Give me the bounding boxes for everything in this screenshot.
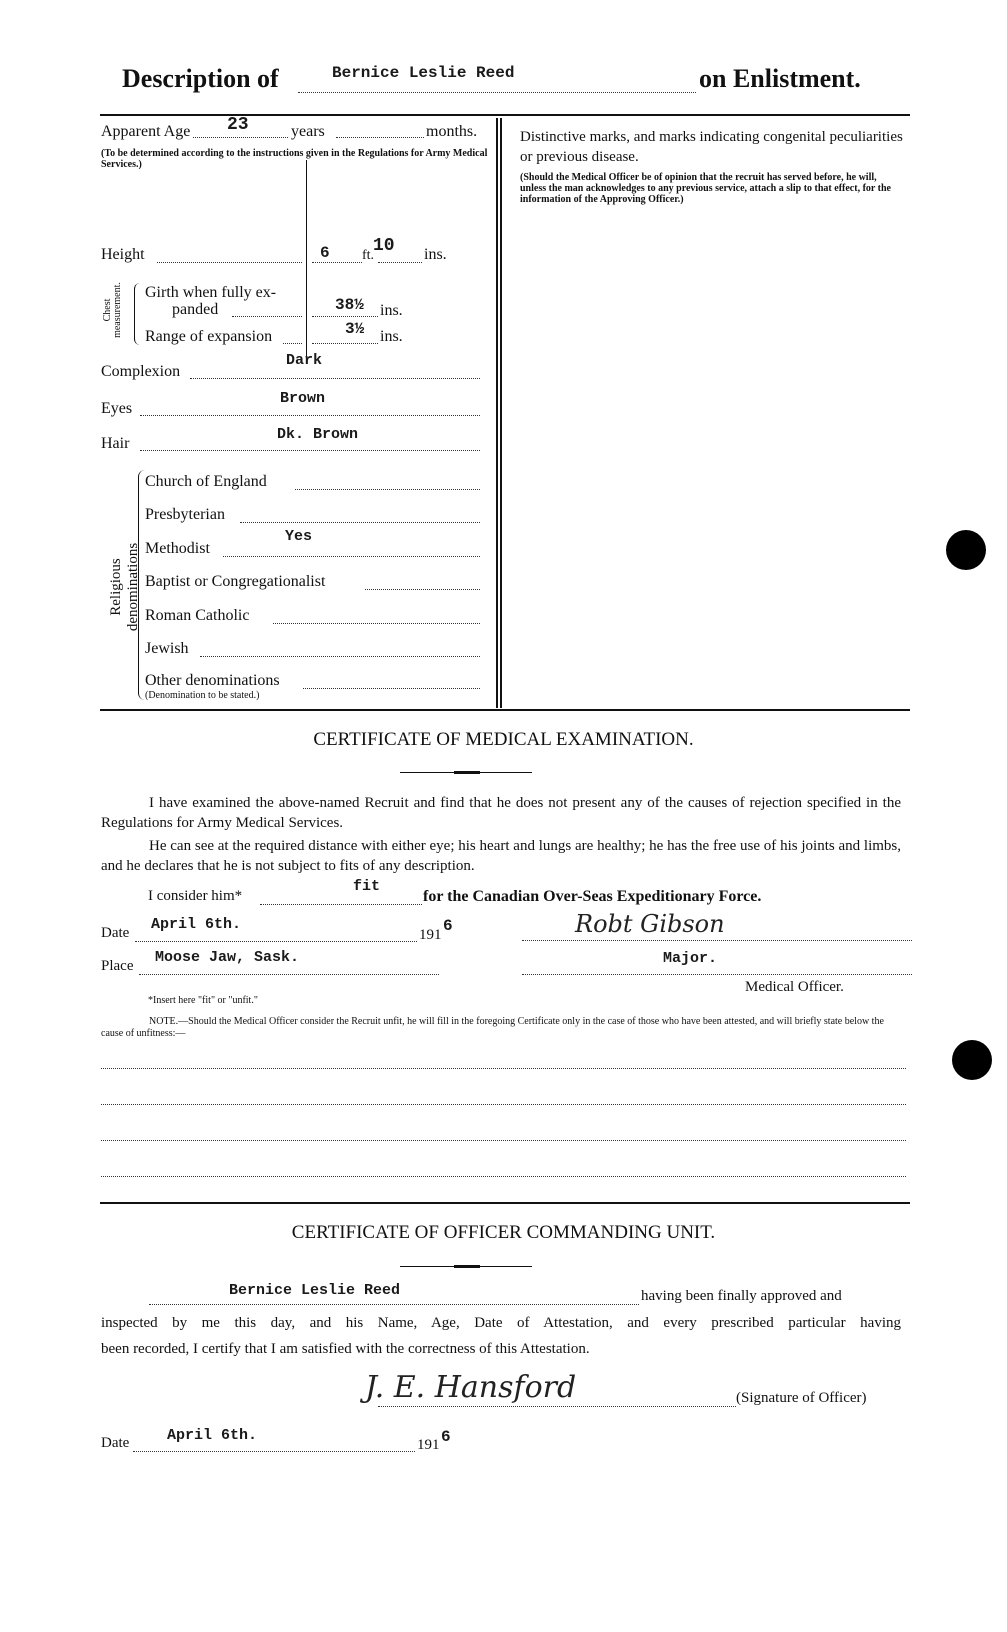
commanding-date-line <box>133 1451 415 1452</box>
unfit-note: NOTE.—Should the Medical Officer consider the Recruit unfit, he will fill in the foregoing Certificate only in the case of those who have been attested, and will briefly state below the cause of unfitness:— <box>101 1016 884 1039</box>
range-unit: ins. <box>380 328 403 345</box>
girth-label-2: panded <box>172 301 219 318</box>
section-rule-commanding <box>100 1202 910 1204</box>
religion-line-presbyterian <box>240 522 480 523</box>
commanding-date-value: April 6th. <box>167 1427 258 1444</box>
consider-value: fit <box>353 878 381 895</box>
medical-place-value: Moose Jaw, Sask. <box>155 949 300 966</box>
girth-label-line <box>232 316 302 317</box>
height-label: Height <box>101 246 145 263</box>
medical-date-value: April 6th. <box>151 916 242 933</box>
complexion-line <box>190 378 480 379</box>
girth-unit: ins. <box>380 302 403 319</box>
girth-value-line <box>312 316 378 317</box>
chest-group-label: Chest measurement. <box>102 282 123 338</box>
recruit-name-line <box>298 92 696 93</box>
medical-date-row <box>101 916 491 943</box>
age-years-line <box>193 137 288 138</box>
hair-value: Dk. Brown <box>277 426 359 443</box>
values-column-divider <box>306 160 307 360</box>
religion-line-jewish <box>200 656 480 657</box>
medical-paragraph-2: He can see at the required distance with either eye; his heart and lungs are healthy; he has the free use of his joints and limbs, and he declares that he is not subject to fits of any description. <box>101 838 901 874</box>
medical-year-prefix: 191 <box>419 927 442 943</box>
hair-line <box>140 450 480 451</box>
height-ft-value: 6 <box>320 244 330 262</box>
consider-row <box>148 878 908 905</box>
commanding-name-value: Bernice Leslie Reed <box>229 1282 401 1299</box>
document-header <box>122 62 882 102</box>
age-row <box>101 115 493 141</box>
medical-signature: Robt Gibson <box>575 910 725 938</box>
eyes-line <box>140 415 480 416</box>
main-column-divider-2 <box>500 118 502 708</box>
unfitness-line-1 <box>101 1068 906 1069</box>
commanding-line-2: inspected by me this day, and his Name, Age, Date of Attestation, and every prescribed particular having <box>101 1315 901 1331</box>
religion-item-presbyterian: Presbyterian <box>145 506 225 523</box>
commanding-signature: J. E. Hansford <box>365 1370 577 1405</box>
religion-other-note: (Denomination to be stated.) <box>145 690 260 701</box>
insert-note: *Insert here "fit" or "unfit." <box>148 995 258 1006</box>
consider-prefix: I consider him* <box>148 888 243 904</box>
commanding-name-line <box>149 1304 639 1305</box>
height-ft-line <box>312 262 362 263</box>
medical-place-label: Place <box>101 958 134 974</box>
religion-group-label-1: Religious <box>108 558 124 616</box>
complexion-value: Dark <box>286 352 323 369</box>
girth-label-1: Girth when fully ex- <box>145 284 277 301</box>
range-value: 3½ <box>345 320 365 338</box>
age-label: Apparent Age <box>101 123 191 140</box>
religion-line-roman-catholic <box>273 623 480 624</box>
medical-paragraph-1: I have examined the above-named Recruit and find that he does not present any of the causes of rejection specified in the Regulations for Army Medical Services. <box>101 795 901 831</box>
religion-item-church-of-england: Church of England <box>145 473 267 490</box>
commanding-date-label: Date <box>101 1435 130 1451</box>
religion-line-methodist <box>223 556 480 557</box>
range-label: Range of expansion <box>145 328 273 345</box>
recruit-name-value: Bernice Leslie Reed <box>332 64 515 82</box>
religion-item-jewish: Jewish <box>145 640 189 657</box>
commanding-line-1-suffix: having been finally approved and <box>641 1288 842 1304</box>
religion-line-other <box>303 688 480 689</box>
medical-officer-label: Medical Officer. <box>745 979 844 995</box>
medical-title-ornament-center <box>454 771 480 774</box>
medical-place-row <box>101 949 491 975</box>
religion-brace <box>138 470 145 700</box>
medical-rank: Major. <box>663 950 718 967</box>
height-in-value: 10 <box>373 236 395 256</box>
religion-item-other: Other denominations <box>145 672 280 689</box>
unfitness-line-2 <box>101 1104 906 1105</box>
scan-blot-top <box>946 530 986 570</box>
commanding-year-prefix: 191 <box>417 1437 440 1453</box>
range-value-line <box>312 343 378 344</box>
commanding-date-row <box>101 1427 491 1453</box>
age-months-label: months. <box>426 123 478 140</box>
girth-value: 38½ <box>335 296 364 314</box>
religion-group-label-2: denominations <box>125 542 141 632</box>
commanding-signature-line <box>378 1406 736 1407</box>
religion-item-baptist: Baptist or Congregationalist <box>145 573 326 590</box>
header-prefix: Description of <box>122 64 279 93</box>
medical-title: CERTIFICATE OF MEDICAL EXAMINATION. <box>313 729 694 750</box>
commanding-line-3: been recorded, I certify that I am satisfied with the correctness of this Attestation. <box>101 1341 590 1357</box>
consider-suffix: for the Canadian Over-Seas Expeditionary Force. <box>423 888 762 905</box>
medical-rank-line <box>522 974 912 975</box>
eyes-label: Eyes <box>101 400 133 417</box>
commanding-title: CERTIFICATE OF OFFICER COMMANDING UNIT. <box>291 1222 716 1243</box>
header-rule <box>100 114 910 116</box>
hair-label: Hair <box>101 435 130 452</box>
medical-date-label: Date <box>101 925 130 941</box>
commanding-year-digit: 6 <box>441 1428 451 1446</box>
eyes-value: Brown <box>280 390 326 407</box>
age-note: (To be determined according to the instructions given in the Regulations for Army Medical Services.) <box>101 148 488 170</box>
religion-item-roman-catholic: Roman Catholic <box>145 607 250 624</box>
chest-brace <box>134 283 141 345</box>
medical-year-digit: 6 <box>443 917 453 935</box>
age-months-line <box>336 137 424 138</box>
distinctive-marks-note: (Should the Medical Officer be of opinion that the recruit has served before, he will, unless the man acknowledges to any previous service, attach a slip to that effect, for the information of the Approving Officer.) <box>520 172 891 205</box>
main-column-divider <box>496 118 498 708</box>
commanding-title-ornament-center <box>454 1265 480 1268</box>
height-ft-label: ft. <box>362 248 375 263</box>
religion-item-methodist: Methodist <box>145 540 210 557</box>
age-years-value: 23 <box>227 115 249 135</box>
complexion-label: Complexion <box>101 363 181 380</box>
range-label-line <box>283 343 302 344</box>
religion-methodist-value: Yes <box>285 528 313 545</box>
height-in-label: ins. <box>424 246 447 263</box>
height-label-line <box>157 262 302 263</box>
distinctive-marks-label: Distinctive marks, and marks indicating congenital peculiarities or previous disease. <box>520 129 903 165</box>
unfitness-line-3 <box>101 1140 906 1141</box>
scan-blot-bottom <box>952 1040 992 1080</box>
age-years-label: years <box>291 123 325 140</box>
section-rule-medical <box>100 709 910 711</box>
medical-date-line <box>135 941 417 942</box>
consider-line <box>260 904 422 905</box>
religion-line-church-of-england <box>295 489 480 490</box>
medical-place-line <box>139 974 439 975</box>
height-in-line <box>378 262 422 263</box>
religion-line-baptist <box>365 589 480 590</box>
unfitness-line-4 <box>101 1176 906 1177</box>
commanding-signature-label: (Signature of Officer) <box>736 1390 867 1406</box>
religion-group-label <box>108 512 142 662</box>
header-suffix: on Enlistment. <box>699 64 861 93</box>
medical-signature-line <box>522 940 912 941</box>
